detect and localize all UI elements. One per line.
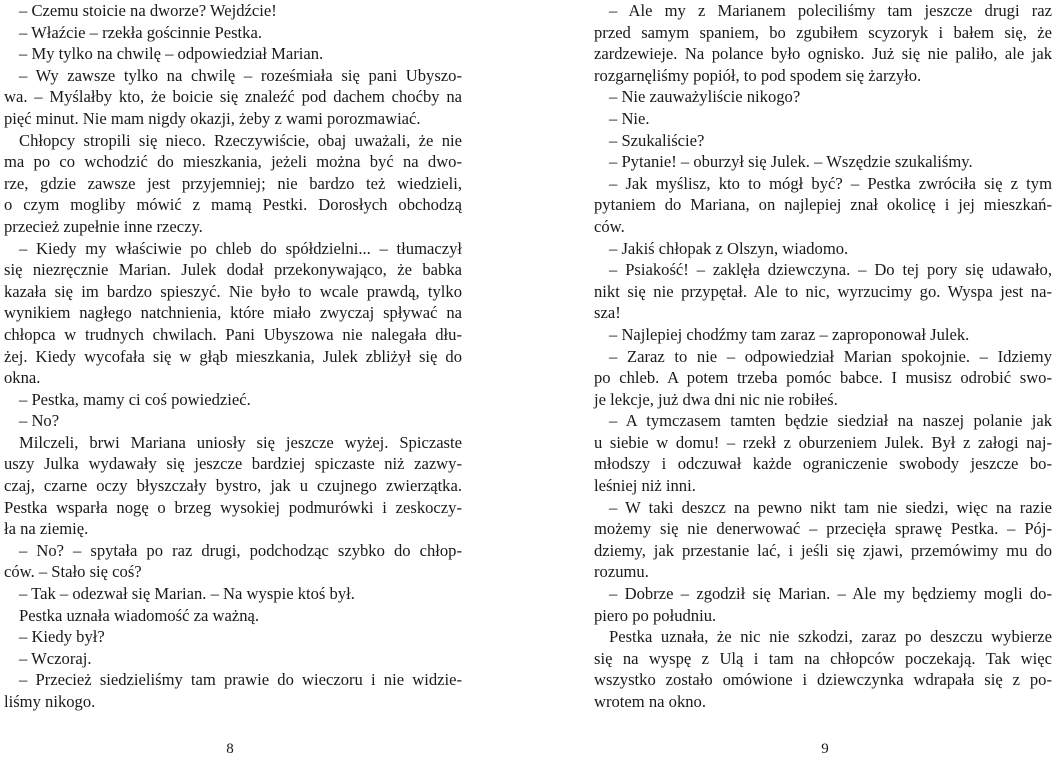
text-line: Pestka wsparła nogę o brzeg wysokiej podmurówki i zeskoczy-	[4, 497, 462, 517]
text-line: – Dobrze – zgodził się Marian. – Ale my będziemy mogli do-	[609, 584, 1052, 604]
text-line: – Jakiś chłopak z Olszyn, wiadomo.	[609, 238, 849, 258]
text-line: – Kiedy my właściwie po chleb do spółdzielni... – tłumaczył	[19, 238, 462, 258]
right-page-text	[594, 0, 1052, 713]
text-line: przed samym spaniem, bo zgubiłem scyzoryk i bałem się, że	[594, 22, 1052, 42]
text-line: wszystko zostało omówione i dziewczynka wdrapała się z po-	[594, 670, 1052, 690]
text-line: Chłopcy stropili się nieco. Rzeczywiście, obaj uważali, że nie	[19, 130, 462, 150]
text-line: pytaniem do Mariana, on najlepiej znał okolicę i jej mieszkań-	[594, 195, 1052, 215]
text-line: – Pestka, mamy ci coś powiedzieć.	[19, 389, 251, 409]
text-line: Pestka uznała, że nic nie szkodzi, zaraz po deszczu wybierze	[609, 627, 1052, 647]
text-line: dziemy, jak przestanie lać, i jeśli się zjawi, przemówimy mu do	[594, 540, 1052, 560]
text-line: – Czemu stoicie na dworze? Wejdźcie!	[19, 1, 277, 20]
text-line: wrotem na okno.	[594, 692, 706, 711]
text-line: młodszy i odczuwał każde ograniczenie swobody jeszcze bo-	[594, 454, 1052, 474]
text-line: ma po co wchodzić do mieszkania, jeżeli można być na dwo-	[4, 152, 462, 172]
text-line: – Zaraz to nie – odpowiedział Marian spokojnie. – Idziemy	[609, 346, 1052, 366]
left-page	[4, 0, 462, 713]
text-line: – Przecież siedzieliśmy tam prawie do wieczoru i nie widzie-	[19, 670, 462, 690]
text-line: Pestka uznała wiadomość za ważną.	[19, 605, 260, 625]
text-line: ców.	[594, 216, 625, 236]
text-line: – Jak myślisz, kto to mógł być? – Pestka zwróciła się z tym	[609, 173, 1052, 193]
text-line: – My tylko na chwilę – odpowiedział Marian.	[19, 44, 324, 64]
text-line: nikt się nie przypętał. Ale to nic, wyrzucimy go. Wyspa jest na-	[594, 281, 1052, 301]
text-line: – Wy zawsze tylko na chwilę – roześmiała się pani Ubyszo-	[19, 65, 462, 85]
text-line: po chleb. A potem trzeba pomóc babce. I musisz odrobić swo-	[594, 368, 1052, 388]
text-line: – A tymczasem tamten będzie siedział na naszej polanie jak	[609, 411, 1052, 431]
text-line: – Szukaliście?	[609, 130, 705, 150]
left-page-number: 8	[226, 741, 234, 757]
text-line: sza!	[594, 303, 621, 323]
text-line: liśmy nikogo.	[4, 692, 96, 711]
text-line: – Pytanie! – oburzył się Julek. – Wszędzie szukaliśmy.	[609, 152, 973, 172]
text-line: o czym mogliby mówić z mamą Pestki. Dorosłych obchodzą	[4, 195, 462, 215]
text-line: ców. – Stało się coś?	[4, 562, 142, 582]
text-line: – Najlepiej chodźmy tam zaraz – zaproponował Julek.	[609, 324, 970, 344]
text-line: rze, gdzie zawsze jest przyjemniej; nie bardzo też wiedzieli,	[4, 173, 462, 193]
text-line: – Kiedy był?	[19, 627, 105, 647]
text-line: żej. Kiedy wycofała się w głąb mieszkania, Julek zbliżył się do	[4, 346, 462, 366]
text-line: możemy się nie denerwować – przecięła sprawę Pestka. – Pój-	[594, 519, 1052, 539]
text-line: się na wyspę z Ulą i tam na chłopców poczekają. Tak więc	[594, 648, 1052, 668]
text-line: przecież zupełnie inne rzeczy.	[4, 216, 203, 236]
text-line: – Nie zauważyliście nikogo?	[609, 87, 801, 107]
left-page-text	[4, 0, 462, 713]
text-line: wa. – Myślałby kto, że boicie się znaleźć pod dachem choćby na	[4, 87, 462, 107]
text-line: czaj, czarne oczy błyszczały bystro, jak u czujnego zwierzątka.	[4, 476, 462, 496]
text-line: leśniej niż inni.	[594, 476, 696, 496]
text-line: – No?	[19, 411, 60, 431]
text-line: wynikiem nagłego natchnienia, które miało zwyczaj spływać na	[4, 303, 462, 323]
text-line: – Ale my z Marianem poleciliśmy tam jeszcze drugi raz	[609, 1, 1052, 20]
text-line: – No? – spytała po raz drugi, podchodząc szybko do chłop-	[19, 540, 462, 560]
text-line: rozgarnęliśmy popiół, to pod spodem się żarzyło.	[594, 65, 922, 85]
text-line: – Nie.	[609, 108, 650, 128]
text-line: kazała się im bardzo spieszyć. Nie było to wcale prawdą, tylko	[4, 281, 462, 301]
text-line: chłopca w trudnych chwilach. Pani Ubyszowa nie nalegała dłu-	[4, 324, 462, 344]
text-line: uszy Julka wydawały się jeszcze bardziej spiczaste niż zazwy-	[4, 454, 462, 474]
right-page-number: 9	[821, 741, 829, 757]
text-line: – Właźcie – rzekła gościnnie Pestka.	[19, 22, 262, 42]
text-line: piero po południu.	[594, 605, 717, 625]
text-line: się niezręcznie Marian. Julek dodał przekonywająco, że babka	[4, 260, 462, 280]
text-line: Milczeli, brwi Mariana uniosły się jeszcze wyżej. Spiczaste	[19, 432, 462, 452]
text-line: zardzewieje. Na polance było ognisko. Już się nie paliło, ale jak	[594, 44, 1052, 64]
text-line: – Tak – odezwał się Marian. – Na wyspie ktoś był.	[19, 584, 355, 604]
text-line: – Wczoraj.	[19, 648, 92, 668]
text-line: – W taki deszcz na pewno nikt tam nie siedzi, więc na razie	[609, 497, 1052, 517]
text-line: pięć minut. Nie mam nigdy okazji, żeby z wami porozmawiać.	[4, 108, 421, 128]
text-line: – Psiakość! – zaklęła dziewczyna. – Do tej pory się udawało,	[609, 260, 1052, 280]
text-line: ła na ziemię.	[4, 519, 89, 539]
text-line: okna.	[4, 368, 41, 388]
text-line: je lekcje, już dwa dni nic nie robiłeś.	[594, 389, 838, 409]
right-page	[594, 0, 1052, 713]
text-line: rozumu.	[594, 562, 649, 582]
text-line: u siebie w domu! – rzekł z oburzeniem Julek. Był z załogi naj-	[594, 432, 1052, 452]
